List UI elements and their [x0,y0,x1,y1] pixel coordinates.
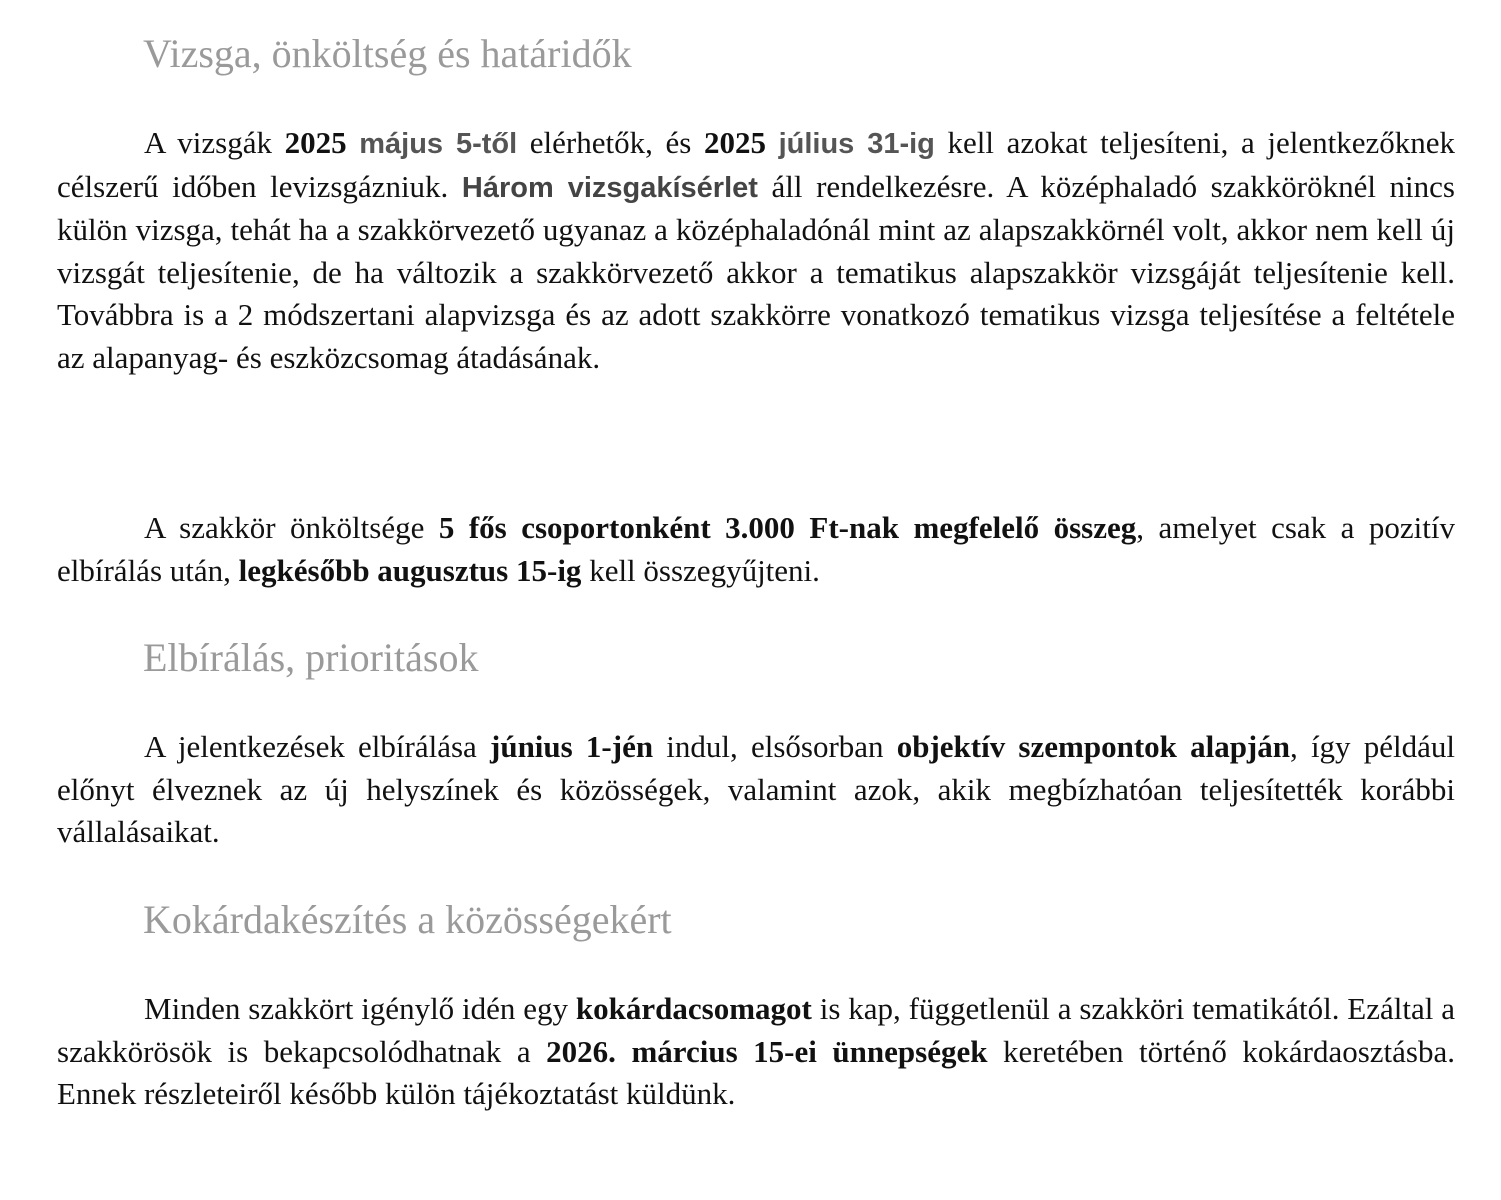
bold-year: 2025 [284,125,347,160]
bold-event: 2026. március 15-ei ünnepségek [546,1033,988,1069]
text-run: kell azokat teljesíteni, a jelentkezőknek célszerű időben levizsgázniuk. [57,125,1456,204]
text-run: elérhetők, és [517,125,704,160]
text-run: kell összegyűjteni. [581,552,820,588]
text-run: indul, elsősorban [653,729,897,764]
cockade-paragraph [57,988,1455,1116]
text-run: A jelentkezések elbírálása [144,729,490,764]
bold-date: június 1-jén [490,729,654,764]
text-run: , így például előnyt élveznek az új helyszínek és közösségek, valamint azok, akik megbízhatóan teljesítették korábbi vállalásaikat. [57,729,1456,850]
evaluation-paragraph [57,726,1455,854]
bold-criteria: objektív szempontok alapján [896,729,1290,764]
text-run: keretében történő kokárdaosztásba. Ennek részleteiről később külön tájékoztatást küldünk. [57,1033,1455,1112]
section-heading-cockade: Kokárdakészítés a közösségekért [143,897,672,942]
text-run: áll rendelkezésre. A középhaladó szakköröknél nincs külön vizsga, tehát ha a szakkörvezető ugyanaz a középhaladónál mint az alapszakkörnél volt, akkor nem kell új vizsgát teljesítenie, de ha változik a szakkörvezető akkor a tematikus alapszakkör vizsgáját teljesítenie kell. Továbbra is a 2 módszertani alapvizsga és az adott szakkörre vonatkozó tematikus vizsga teljesítése a feltétele az alapanyag- és eszközcsomag átadásának. [57,168,1455,375]
bold-fee: 5 fős csoportonként 3.000 Ft-nak megfelelő összeg [438,510,1137,545]
highlight-attempts: Három vizsgakísérlet [461,171,758,204]
text-run [766,125,779,160]
highlight-start-date: május 5-től [359,128,518,160]
section-heading-evaluation: Elbírálás, prioritások [143,635,479,680]
text-run [347,125,360,160]
text-run: Minden szakkört igénylő idén egy [144,991,576,1026]
bold-package: kokárdacsomagot [575,991,812,1026]
text-run: , amelyet csak a pozitív elbírálás után, [57,510,1456,588]
section-heading-exam: Vizsga, önköltség és határidők [143,31,632,76]
bold-deadline: legkésőbb augusztus 15-ig [238,552,582,588]
fee-paragraph [57,507,1455,592]
exam-paragraph [57,122,1455,380]
text-run: A szakkör önköltsége [144,510,439,545]
text-run: is kap, függetlenül a szakköri tematikától. Ezáltal a szakkörösök is bekapcsolódhatnak a [57,991,1455,1069]
highlight-end-date: július 31-ig [778,128,935,160]
bold-year: 2025 [703,125,766,160]
text-run: A vizsgák [144,125,285,160]
